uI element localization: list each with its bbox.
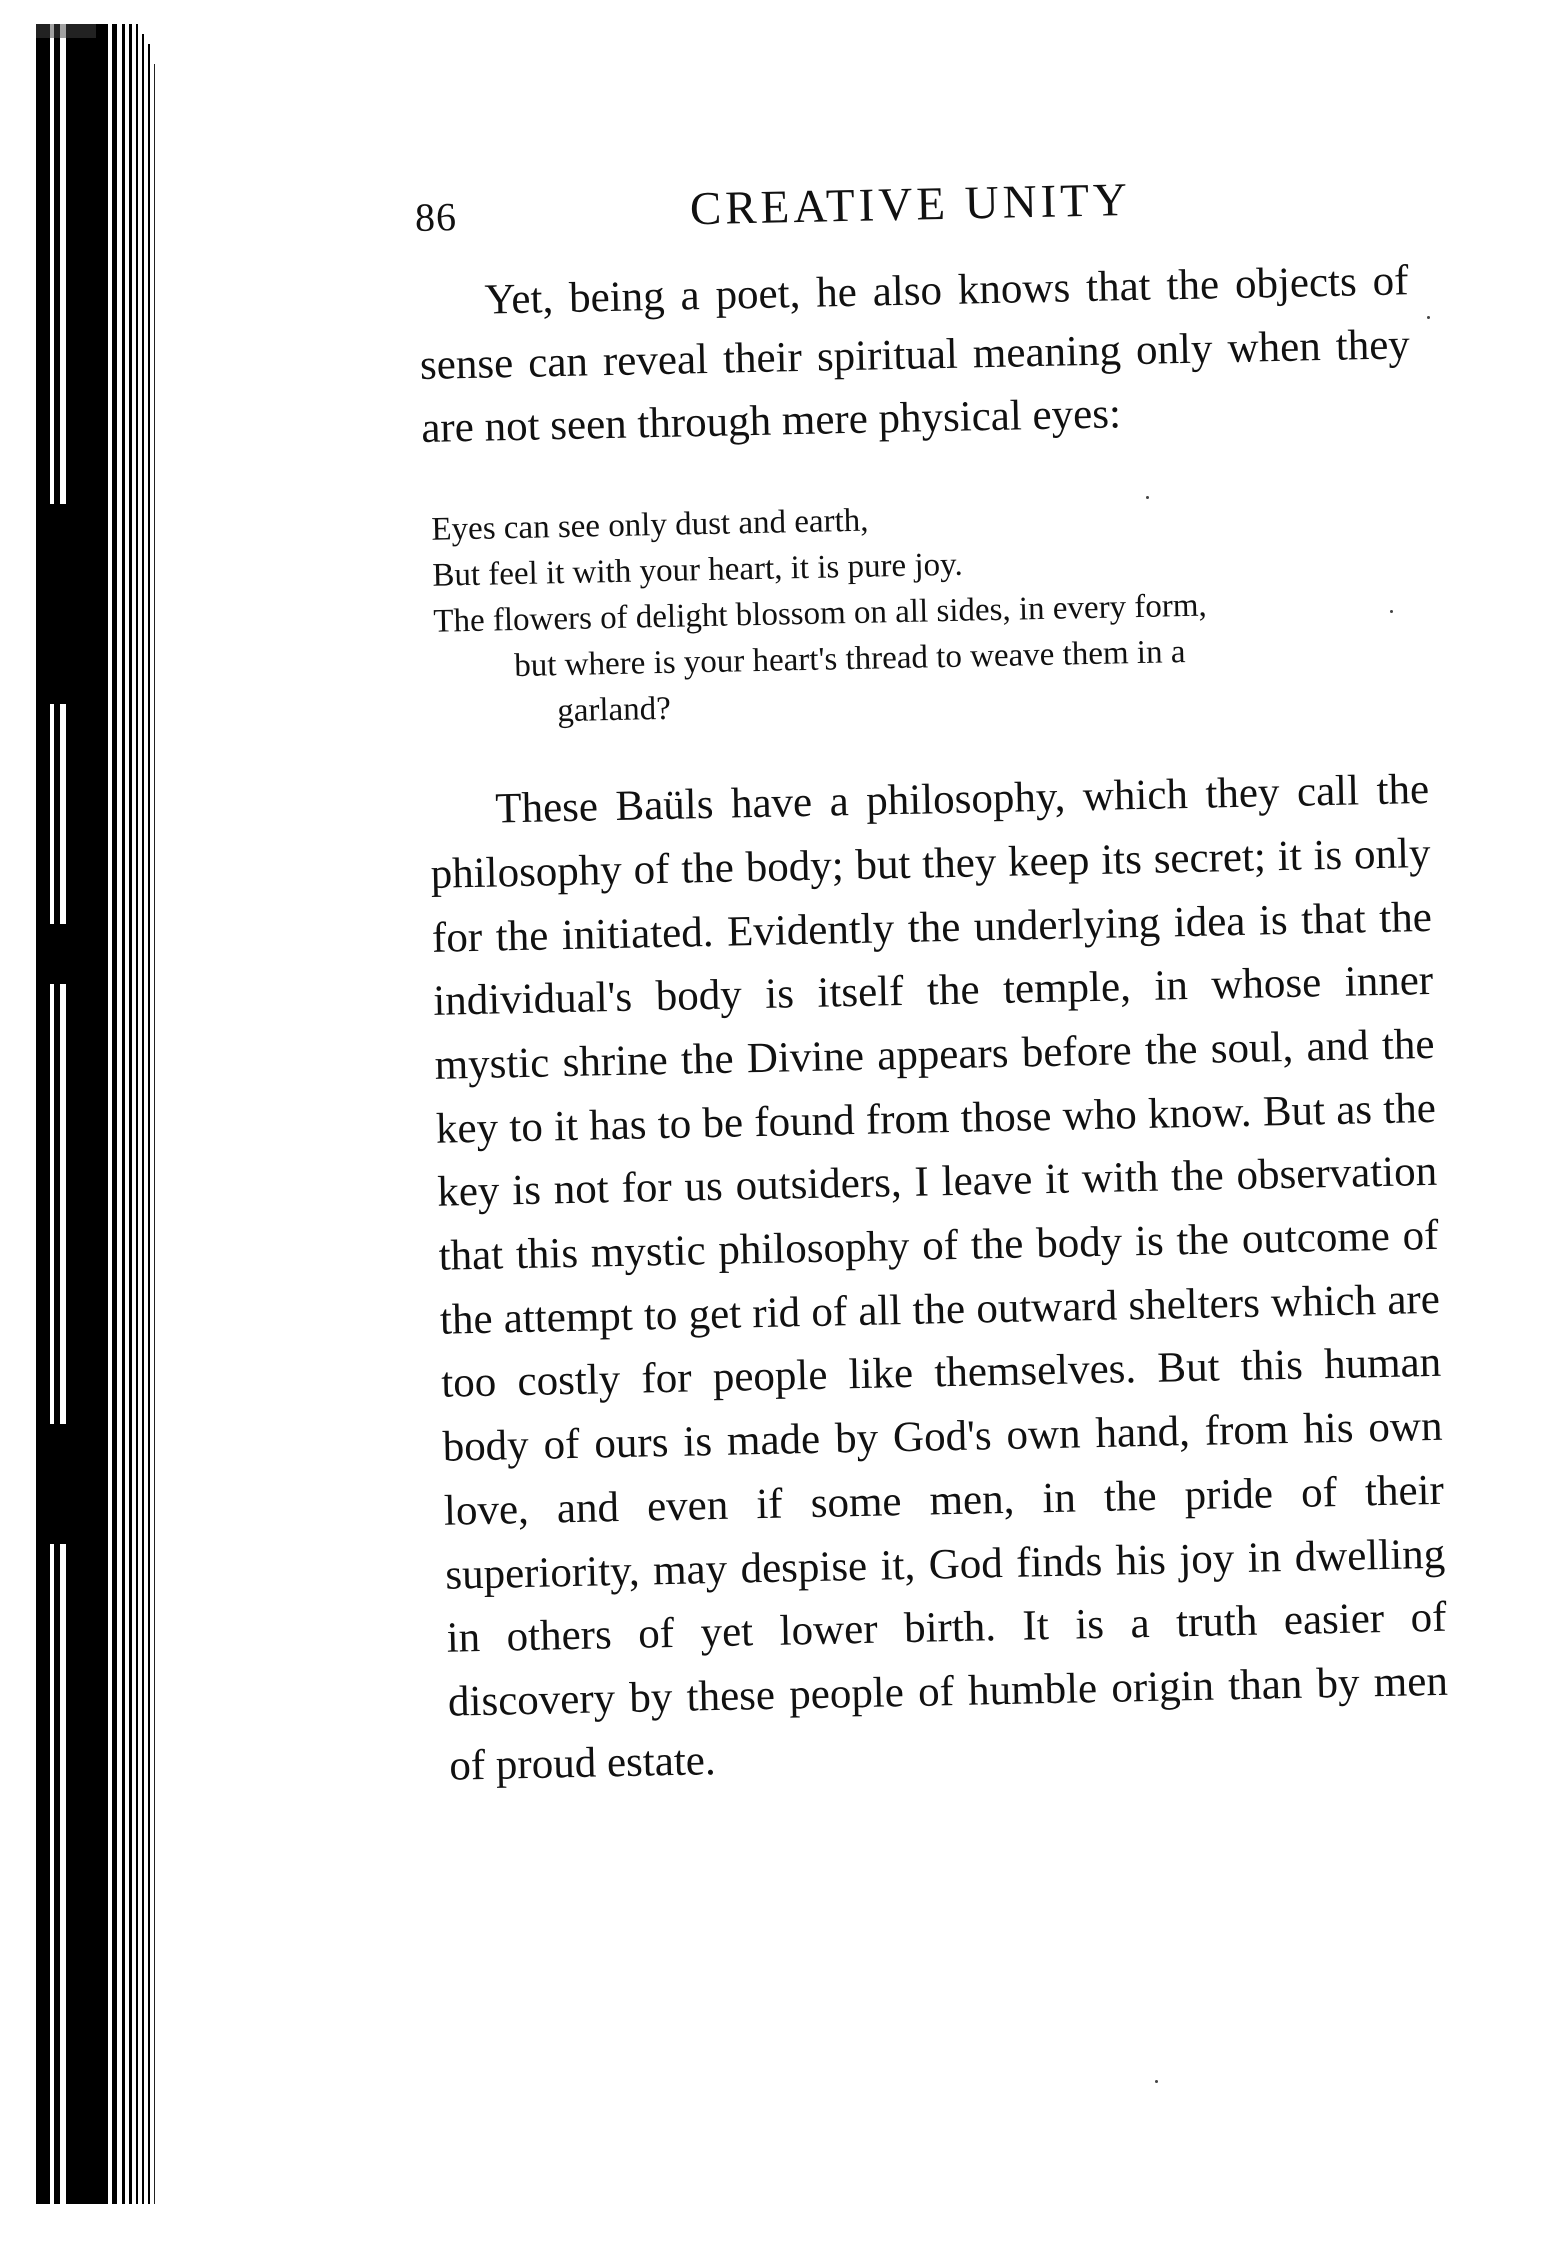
poem-line-2: But feel it with your heart, it is pure joy. bbox=[432, 546, 964, 594]
scan-speck bbox=[1146, 496, 1149, 499]
paragraph-1: Yet, being a poet, he also knows that the objects of sense can reveal their spiritual meaning only when they are not seen through mere physical eyes: bbox=[419, 257, 1411, 453]
poem-line-3: The flowers of delight blossom on all sides, in every form, bbox=[432, 587, 1208, 640]
poem-quote bbox=[431, 486, 1438, 737]
scan-speck bbox=[1155, 2080, 1158, 2083]
scan-speck bbox=[1427, 316, 1430, 319]
poem-line-1: Eyes can see only dust and earth, bbox=[431, 502, 869, 548]
page-header bbox=[414, 172, 1175, 248]
poem-line-4: but where is your heart's thread to weave them in a bbox=[513, 634, 1186, 685]
page-number: 86 bbox=[414, 194, 458, 240]
scan-speck bbox=[1390, 610, 1393, 613]
running-head: CREATIVE UNITY bbox=[689, 174, 1132, 236]
poem-line-5: garland? bbox=[556, 690, 672, 730]
page-body bbox=[418, 249, 1460, 1798]
paragraph-2: These Baüls have a philosophy, which they call the philosophy of the body; but they keep its secret; it is only for the initiated. Evidently the underlying idea is that the individual's body is itself the temple, in whose inner mystic shrine the Divine appears before the soul, and the key to it has to be found from those who know. But as the key is not for us outsiders, I leave it with the observation that this mystic philosophy of the body is the outcome of the attempt to get rid of all the outward shelters which are too costly for people like themselves. But this human body of ours is made by God's own hand, from his own love, and even if some men, in the pride of their superiority, may despise it, God finds his joy in dwelling in others of yet lower birth. It is a truth easier of discovery by these people of humble origin than by men of proud estate. bbox=[430, 766, 1449, 1790]
